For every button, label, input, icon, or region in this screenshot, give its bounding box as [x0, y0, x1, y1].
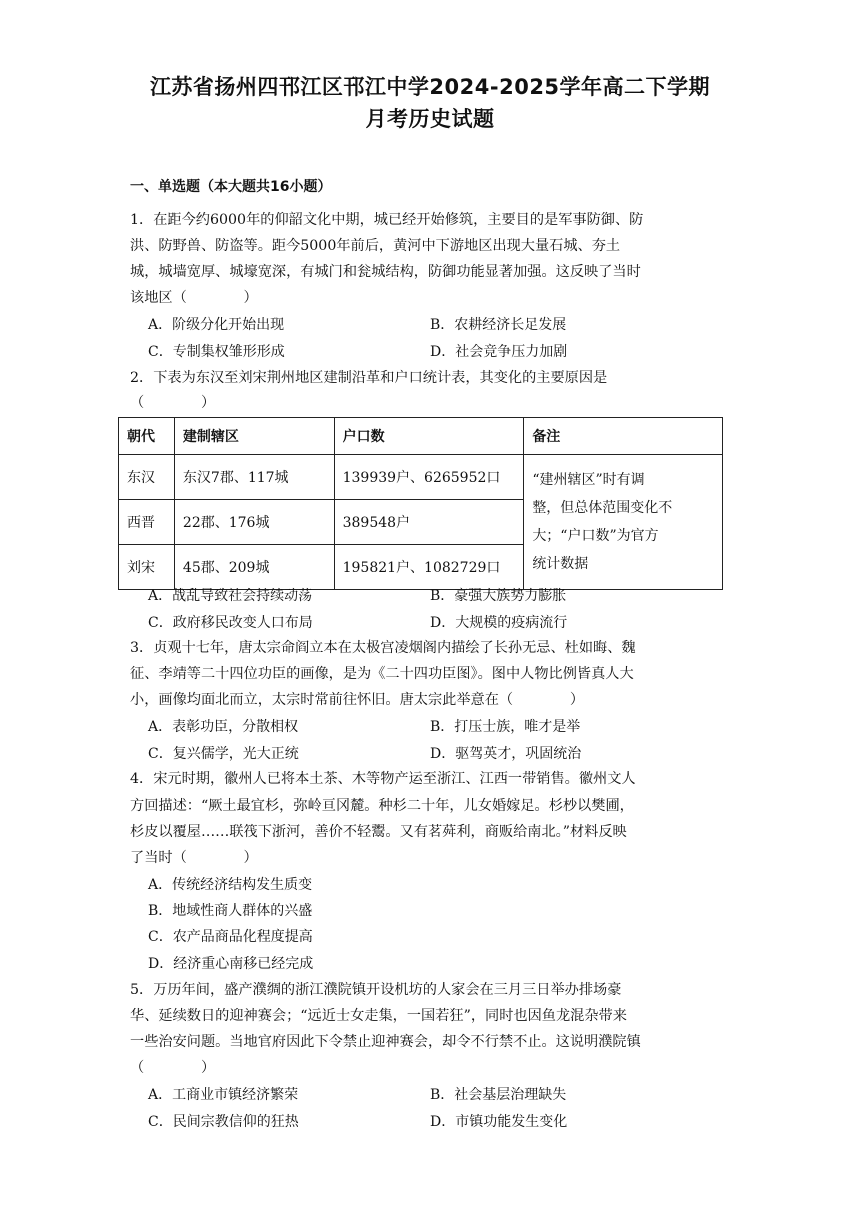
option-a: A．战乱导致社会持续动荡 — [148, 588, 313, 604]
table-header: 备注 — [524, 418, 723, 455]
question-text: 5．万历年间，盛产濮绸的浙江濮院镇开设机坊的人家会在三月三日举办排场豪 — [130, 982, 622, 998]
table-cell: 195821户、1082729口 — [334, 545, 524, 590]
option-d: D．市镇功能发生变化 — [430, 1114, 568, 1130]
option-d: D．经济重心南移已经完成 — [148, 956, 314, 972]
option-a: A．工商业市镇经济繁荣 — [148, 1087, 299, 1103]
question-text: 华、延续数日的迎神赛会；“远近士女走集，一国若狂”，同时也因鱼龙混杂带来 — [130, 1008, 627, 1024]
question-text: 了当时（ ） — [130, 850, 258, 866]
question-text: 2．下表为东汉至刘宋荆州地区建制沿革和户口统计表，其变化的主要原因是 — [130, 370, 608, 386]
option-a: A．表彰功臣，分散相权 — [148, 719, 299, 735]
option-b: B．社会基层治理缺失 — [430, 1087, 567, 1103]
question-text: 洪、防野兽、防盗等。距今5000年前后，黄河中下游地区出现大量石城、夯土 — [130, 238, 621, 254]
table-note-cell — [524, 455, 723, 590]
question-text: 该地区（ ） — [130, 290, 258, 306]
section-heading: 一、单选题（本大题共16小题） — [130, 179, 332, 195]
table-cell: 西晋 — [119, 500, 175, 545]
question-text: 3．贞观十七年，唐太宗命阎立本在太极宫凌烟阁内描绘了长孙无忌、杜如晦、魏 — [130, 640, 636, 656]
exam-title-line2: 月考历史试题 — [365, 107, 495, 131]
household-table — [118, 417, 723, 590]
option-a: A．阶级分化开始出现 — [148, 317, 285, 333]
option-b: B．打压士族，唯才是举 — [430, 719, 581, 735]
option-d: D．大规模的疫病流行 — [430, 615, 568, 631]
table-cell: 东汉 — [119, 455, 175, 500]
question-text: 小，画像均面北而立，太宗时常前往怀旧。唐太宗此举意在（ ） — [130, 692, 585, 708]
table-row — [119, 455, 723, 500]
exam-title-line1: 江苏省扬州四邗江区邗江中学2024-2025学年高二下学期 — [149, 75, 711, 99]
question-text: 方回描述：“厥土最宜杉，弥岭亘冈麓。种杉二十年，儿女婚嫁足。杉杪以樊圃， — [130, 798, 634, 814]
option-b: B．豪强大族势力膨胀 — [430, 588, 567, 604]
table-note-line: 统计数据 — [532, 556, 589, 572]
table-cell: 389548户 — [334, 500, 524, 545]
option-a: A．传统经济结构发生质变 — [148, 877, 313, 893]
table-note-line: 整，但总体范围变化不 — [532, 500, 673, 516]
question-text: 杉皮以覆屋……联筏下浙河，善价不轻鬻。又有茗荈利，商贩给南北。”材料反映 — [130, 824, 627, 840]
option-c: C．农产品商品化程度提高 — [148, 929, 313, 945]
table-note-line: 大；“户口数”为官方 — [532, 528, 659, 544]
question-text: 4．宋元时期，徽州人已将本土茶、木等物产运至浙江、江西一带销售。徽州文人 — [130, 771, 636, 787]
table-header: 朝代 — [119, 418, 175, 455]
table-header: 户口数 — [334, 418, 524, 455]
question-text: 城，城墙宽厚、城壕宽深，有城门和瓮城结构，防御功能显著加强。这反映了当时 — [130, 264, 641, 280]
option-d: D．驱驾英才，巩固统治 — [430, 746, 582, 762]
option-d: D．社会竞争压力加剧 — [430, 344, 568, 360]
option-c: C．专制集权雏形形成 — [148, 344, 285, 360]
table-cell: 22郡、176城 — [174, 500, 334, 545]
table-header: 建制辖区 — [174, 418, 334, 455]
question-text: 一些治安问题。当地官府因此下令禁止迎神赛会，却令不行禁不止。这说明濮院镇 — [130, 1034, 641, 1050]
question-text: 征、李靖等二十四位功臣的画像，是为《二十四功臣图》。图中人物比例皆真人大 — [130, 666, 634, 682]
question-text: （ ） — [130, 395, 216, 411]
option-c: C．政府移民改变人口布局 — [148, 615, 313, 631]
option-c: C．民间宗教信仰的狂热 — [148, 1114, 299, 1130]
option-c: C．复兴儒学，光大正统 — [148, 746, 299, 762]
table-note-line: “建州辖区”时有调 — [532, 472, 645, 488]
table-header-row — [119, 418, 723, 455]
table-cell: 刘宋 — [119, 545, 175, 590]
option-b: B．地域性商人群体的兴盛 — [148, 903, 313, 919]
question-text: 1．在距今约6000年的仰韶文化中期，城已经开始修筑，主要目的是军事防御、防 — [130, 212, 644, 228]
table-cell: 东汉7郡、117城 — [174, 455, 334, 500]
table-cell: 45郡、209城 — [174, 545, 334, 590]
table-cell: 139939户、6265952口 — [334, 455, 524, 500]
question-text: （ ） — [130, 1060, 216, 1076]
option-b: B．农耕经济长足发展 — [430, 317, 567, 333]
